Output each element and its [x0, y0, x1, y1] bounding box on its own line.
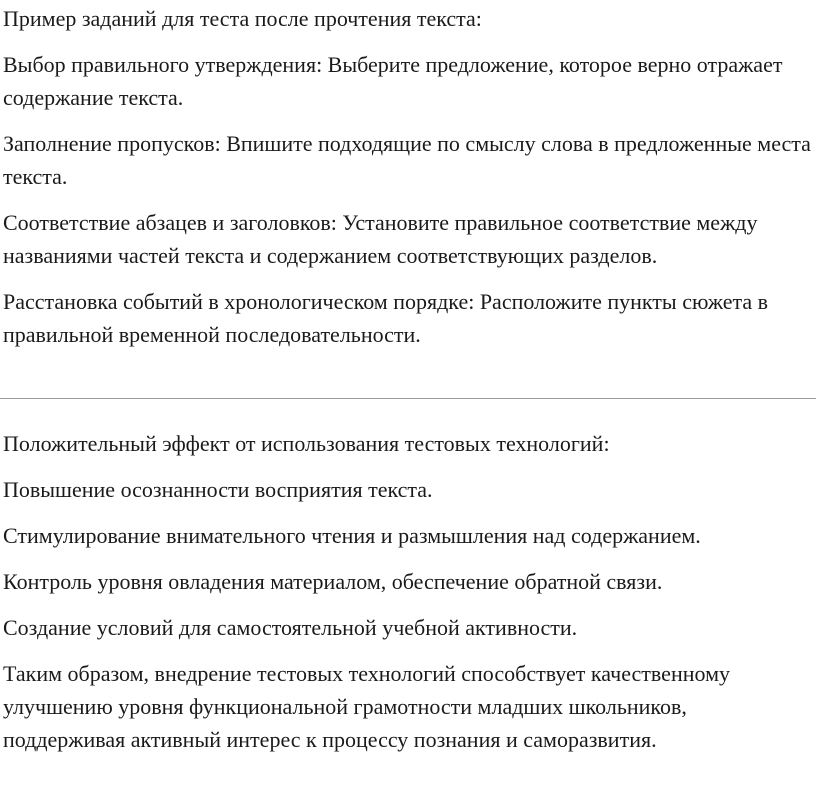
conclusion-paragraph: Таким образом, внедрение тестовых технологий способствует качественному улучшению уровня функциональной грамотности младших школьников, поддерживая активный интерес к процессу познания и саморазвития.: [3, 661, 730, 752]
positive-effects-section: [3, 427, 813, 769]
task-item-fill-gaps: Заполнение пропусков: Впишите подходящие по смыслу слова в предложенные места текста.: [3, 131, 811, 189]
effect-item-awareness: Повышение осознанности восприятия текста.: [3, 477, 433, 502]
task-item-match-headings: Соответствие абзацев и заголовков: Установите правильное соответствие между названиями частей текста и содержанием соответствующих разделов.: [3, 210, 758, 268]
task-item-order-events: Расстановка событий в хронологическом порядке: Расположите пункты сюжета в правильной временной последовательности.: [3, 289, 769, 347]
test-tasks-section: [3, 2, 813, 364]
section-divider: [0, 398, 816, 399]
test-tasks-heading: Пример заданий для теста после прочтения текста:: [3, 6, 482, 31]
positive-effects-heading: Положительный эффект от использования тестовых технологий:: [3, 431, 610, 456]
effect-item-independent-activity: Создание условий для самостоятельной учебной активности.: [3, 615, 578, 640]
effect-item-attentive-reading: Стимулирование внимательного чтения и размышления над содержанием.: [3, 523, 701, 548]
effect-item-control-feedback: Контроль уровня овладения материалом, обеспечение обратной связи.: [3, 569, 663, 594]
task-item-choose-statement: Выбор правильного утверждения: Выберите предложение, которое верно отражает содержание текста.: [3, 52, 783, 110]
